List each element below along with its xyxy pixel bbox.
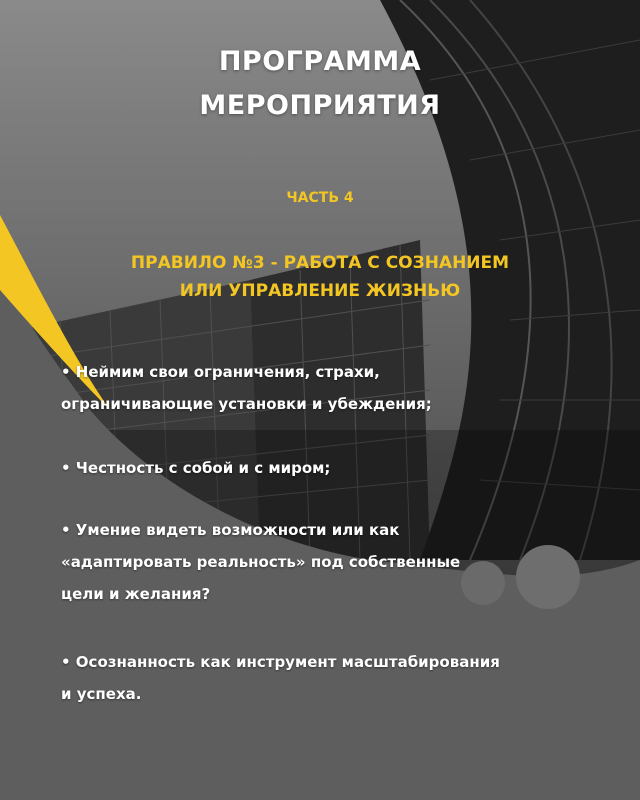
title-line-2: МЕРОПРИЯТИЯ xyxy=(199,90,441,121)
bullet-line: ограничивающие установки и убеждения; xyxy=(61,395,432,413)
bullet-item xyxy=(61,452,601,484)
bullet-line: • Неймим свои ограничения, страхи, xyxy=(61,363,380,381)
bullet-line: «адаптировать реальность» под собственные xyxy=(61,553,461,571)
bullet-item xyxy=(61,356,601,420)
part-label: ЧАСТЬ 4 xyxy=(286,190,354,206)
bullet-line: и успеха. xyxy=(61,685,142,703)
bullet-line: цели и желания? xyxy=(61,585,211,603)
bullet-line: • Осознанность как инструмент масштабирования xyxy=(61,653,500,671)
bullet-item xyxy=(61,646,601,710)
bullet-line: • Честность с собой и с миром; xyxy=(61,459,331,477)
title-line-1: ПРОГРАММА xyxy=(218,46,422,77)
rule-line-1: ПРАВИЛО №3 - РАБОТА С СОЗНАНИЕМ xyxy=(130,253,510,273)
rule-line-2: ИЛИ УПРАВЛЕНИЕ ЖИЗНЬЮ xyxy=(179,281,461,301)
rule-heading xyxy=(0,249,640,305)
bullet-line: • Умение видеть возможности или как xyxy=(61,521,400,539)
bullet-item xyxy=(61,514,601,610)
page-title xyxy=(0,40,640,128)
